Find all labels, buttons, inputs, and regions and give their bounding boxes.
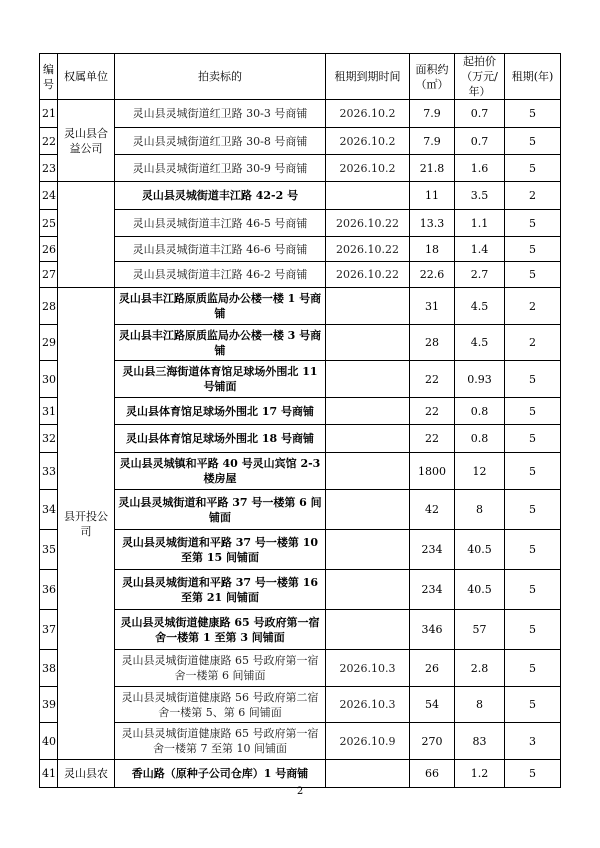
row-due — [326, 570, 410, 610]
row-due: 2026.10.3 — [326, 650, 410, 687]
table-row — [40, 490, 561, 530]
row-due: 2026.10.2 — [326, 100, 410, 128]
row-price: 1.4 — [455, 237, 505, 262]
row-price: 1.2 — [455, 760, 505, 788]
table-row — [40, 210, 561, 237]
row-price: 0.8 — [455, 398, 505, 425]
row-no: 41 — [40, 760, 58, 788]
table-row — [40, 288, 561, 325]
table-row — [40, 155, 561, 182]
row-item: 灵山县丰江路原质监局办公楼一楼 3 号商铺 — [115, 325, 326, 361]
row-due: 2026.10.2 — [326, 155, 410, 182]
row-due — [326, 425, 410, 453]
table-row — [40, 325, 561, 361]
row-price: 40.5 — [455, 570, 505, 610]
row-area: 270 — [410, 723, 455, 760]
header-owner: 权属单位 — [58, 54, 115, 100]
row-area: 31 — [410, 288, 455, 325]
row-due: 2026.10.22 — [326, 262, 410, 288]
row-due: 2026.10.2 — [326, 128, 410, 155]
row-term: 5 — [505, 530, 561, 570]
header-item: 拍卖标的 — [115, 54, 326, 100]
row-area: 42 — [410, 490, 455, 530]
row-term: 2 — [505, 182, 561, 210]
row-due — [326, 325, 410, 361]
row-due — [326, 288, 410, 325]
row-term: 5 — [505, 361, 561, 398]
owner-cell-nong: 灵山县农 — [58, 760, 115, 788]
row-term: 5 — [505, 128, 561, 155]
row-no: 29 — [40, 325, 58, 361]
row-item: 灵山县灵城镇和平路 40 号灵山宾馆 2-3 楼房屋 — [115, 453, 326, 490]
row-price: 12 — [455, 453, 505, 490]
row-due: 2026.10.3 — [326, 687, 410, 723]
row-term: 3 — [505, 723, 561, 760]
row-no: 36 — [40, 570, 58, 610]
row-area: 22 — [410, 361, 455, 398]
row-item: 灵山县灵城街道和平路 37 号一楼第 6 间铺面 — [115, 490, 326, 530]
row-area: 234 — [410, 530, 455, 570]
table-row — [40, 361, 561, 398]
header-due: 租期到期时间 — [326, 54, 410, 100]
row-no: 26 — [40, 237, 58, 262]
row-no: 31 — [40, 398, 58, 425]
table-row — [40, 570, 561, 610]
row-item: 灵山县灵城街道健康路 56 号政府第二宿舍一楼第 5、第 6 间铺面 — [115, 687, 326, 723]
row-term: 5 — [505, 490, 561, 530]
row-price: 40.5 — [455, 530, 505, 570]
row-no: 22 — [40, 128, 58, 155]
row-no: 28 — [40, 288, 58, 325]
row-price: 0.7 — [455, 128, 505, 155]
row-no: 27 — [40, 262, 58, 288]
row-area: 234 — [410, 570, 455, 610]
row-no: 38 — [40, 650, 58, 687]
row-item: 灵山县灵城街道和平路 37 号一楼第 16 至第 21 间铺面 — [115, 570, 326, 610]
row-price: 57 — [455, 610, 505, 650]
table-row — [40, 100, 561, 128]
header-price: 起拍价（万元/年） — [455, 54, 505, 100]
row-area: 66 — [410, 760, 455, 788]
row-price: 0.8 — [455, 425, 505, 453]
table-row — [40, 650, 561, 687]
row-area: 346 — [410, 610, 455, 650]
row-item: 灵山县灵城街道丰江路 46-5 号商铺 — [115, 210, 326, 237]
row-item: 灵山县灵城街道红卫路 30-8 号商铺 — [115, 128, 326, 155]
row-price: 1.1 — [455, 210, 505, 237]
row-term: 5 — [505, 687, 561, 723]
row-no: 23 — [40, 155, 58, 182]
table-row — [40, 610, 561, 650]
row-no: 40 — [40, 723, 58, 760]
row-item: 灵山县灵城街道和平路 37 号一楼第 10 至第 15 间铺面 — [115, 530, 326, 570]
row-term: 2 — [505, 325, 561, 361]
row-term: 5 — [505, 100, 561, 128]
row-price: 0.7 — [455, 100, 505, 128]
table-row — [40, 453, 561, 490]
table-row — [40, 687, 561, 723]
row-item: 灵山县灵城街道健康路 65 号政府第一宿舍一楼第 6 间铺面 — [115, 650, 326, 687]
row-price: 4.5 — [455, 288, 505, 325]
row-item: 灵山县体育馆足球场外围北 17 号商铺 — [115, 398, 326, 425]
row-term: 5 — [505, 398, 561, 425]
table-row — [40, 723, 561, 760]
row-no: 32 — [40, 425, 58, 453]
row-area: 21.8 — [410, 155, 455, 182]
table-row — [40, 128, 561, 155]
row-area: 22 — [410, 398, 455, 425]
row-term: 5 — [505, 570, 561, 610]
row-item: 香山路（原种子公司仓库）1 号商铺 — [115, 760, 326, 788]
row-item: 灵山县丰江路原质监局办公楼一楼 1 号商铺 — [115, 288, 326, 325]
row-term: 5 — [505, 650, 561, 687]
table-row — [40, 530, 561, 570]
row-no: 34 — [40, 490, 58, 530]
header-term: 租期(年) — [505, 54, 561, 100]
row-area: 11 — [410, 182, 455, 210]
row-term: 5 — [505, 262, 561, 288]
row-area: 26 — [410, 650, 455, 687]
row-no: 24 — [40, 182, 58, 210]
row-area: 54 — [410, 687, 455, 723]
row-term: 5 — [505, 760, 561, 788]
header-row — [40, 54, 561, 100]
row-term: 2 — [505, 288, 561, 325]
table-row — [40, 262, 561, 288]
table-row — [40, 425, 561, 453]
row-due — [326, 760, 410, 788]
row-due — [326, 453, 410, 490]
row-item: 灵山县灵城街道丰江路 46-6 号商铺 — [115, 237, 326, 262]
auction-listing-table — [39, 53, 561, 788]
row-price: 0.93 — [455, 361, 505, 398]
owner-cell-heyi: 灵山县合益公司 — [58, 100, 115, 182]
row-no: 37 — [40, 610, 58, 650]
owner-cell-empty — [58, 182, 115, 288]
row-due — [326, 490, 410, 530]
row-area: 28 — [410, 325, 455, 361]
row-no: 30 — [40, 361, 58, 398]
row-area: 18 — [410, 237, 455, 262]
row-area: 7.9 — [410, 100, 455, 128]
row-item: 灵山县三海街道体育馆足球场外围北 11 号铺面 — [115, 361, 326, 398]
row-no: 35 — [40, 530, 58, 570]
row-term: 5 — [505, 210, 561, 237]
row-item: 灵山县体育馆足球场外围北 18 号商铺 — [115, 425, 326, 453]
row-due: 2026.10.9 — [326, 723, 410, 760]
row-area: 7.9 — [410, 128, 455, 155]
table-row — [40, 760, 561, 788]
row-price: 8 — [455, 490, 505, 530]
row-due: 2026.10.22 — [326, 210, 410, 237]
row-no: 39 — [40, 687, 58, 723]
row-price: 3.5 — [455, 182, 505, 210]
row-due — [326, 361, 410, 398]
row-item: 灵山县灵城街道红卫路 30-3 号商铺 — [115, 100, 326, 128]
table-row — [40, 237, 561, 262]
row-area: 22 — [410, 425, 455, 453]
page-number: 2 — [296, 786, 304, 797]
row-item: 灵山县灵城街道健康路 65 号政府第一宿舍一楼第 7 至第 10 间铺面 — [115, 723, 326, 760]
row-due — [326, 398, 410, 425]
row-item: 灵山县灵城街道红卫路 30-9 号商铺 — [115, 155, 326, 182]
row-due — [326, 182, 410, 210]
row-price: 83 — [455, 723, 505, 760]
row-due — [326, 530, 410, 570]
row-due: 2026.10.22 — [326, 237, 410, 262]
row-term: 5 — [505, 610, 561, 650]
table-row — [40, 182, 561, 210]
table-row — [40, 398, 561, 425]
row-area: 13.3 — [410, 210, 455, 237]
row-item: 灵山县灵城街道健康路 65 号政府第一宿舍一楼第 1 至第 3 间铺面 — [115, 610, 326, 650]
row-price: 2.8 — [455, 650, 505, 687]
row-price: 8 — [455, 687, 505, 723]
row-no: 25 — [40, 210, 58, 237]
row-term: 5 — [505, 425, 561, 453]
row-price: 4.5 — [455, 325, 505, 361]
header-area: 面积约（㎡） — [410, 54, 455, 100]
row-price: 2.7 — [455, 262, 505, 288]
owner-cell-kaitou: 县开投公司 — [58, 288, 115, 760]
row-term: 5 — [505, 155, 561, 182]
row-area: 1800 — [410, 453, 455, 490]
row-price: 1.6 — [455, 155, 505, 182]
header-no: 编号 — [40, 54, 58, 100]
row-no: 33 — [40, 453, 58, 490]
row-term: 5 — [505, 453, 561, 490]
row-no: 21 — [40, 100, 58, 128]
row-item: 灵山县灵城街道丰江路 46-2 号商铺 — [115, 262, 326, 288]
row-area: 22.6 — [410, 262, 455, 288]
row-term: 5 — [505, 237, 561, 262]
row-due — [326, 610, 410, 650]
row-item: 灵山县灵城街道丰江路 42-2 号 — [115, 182, 326, 210]
